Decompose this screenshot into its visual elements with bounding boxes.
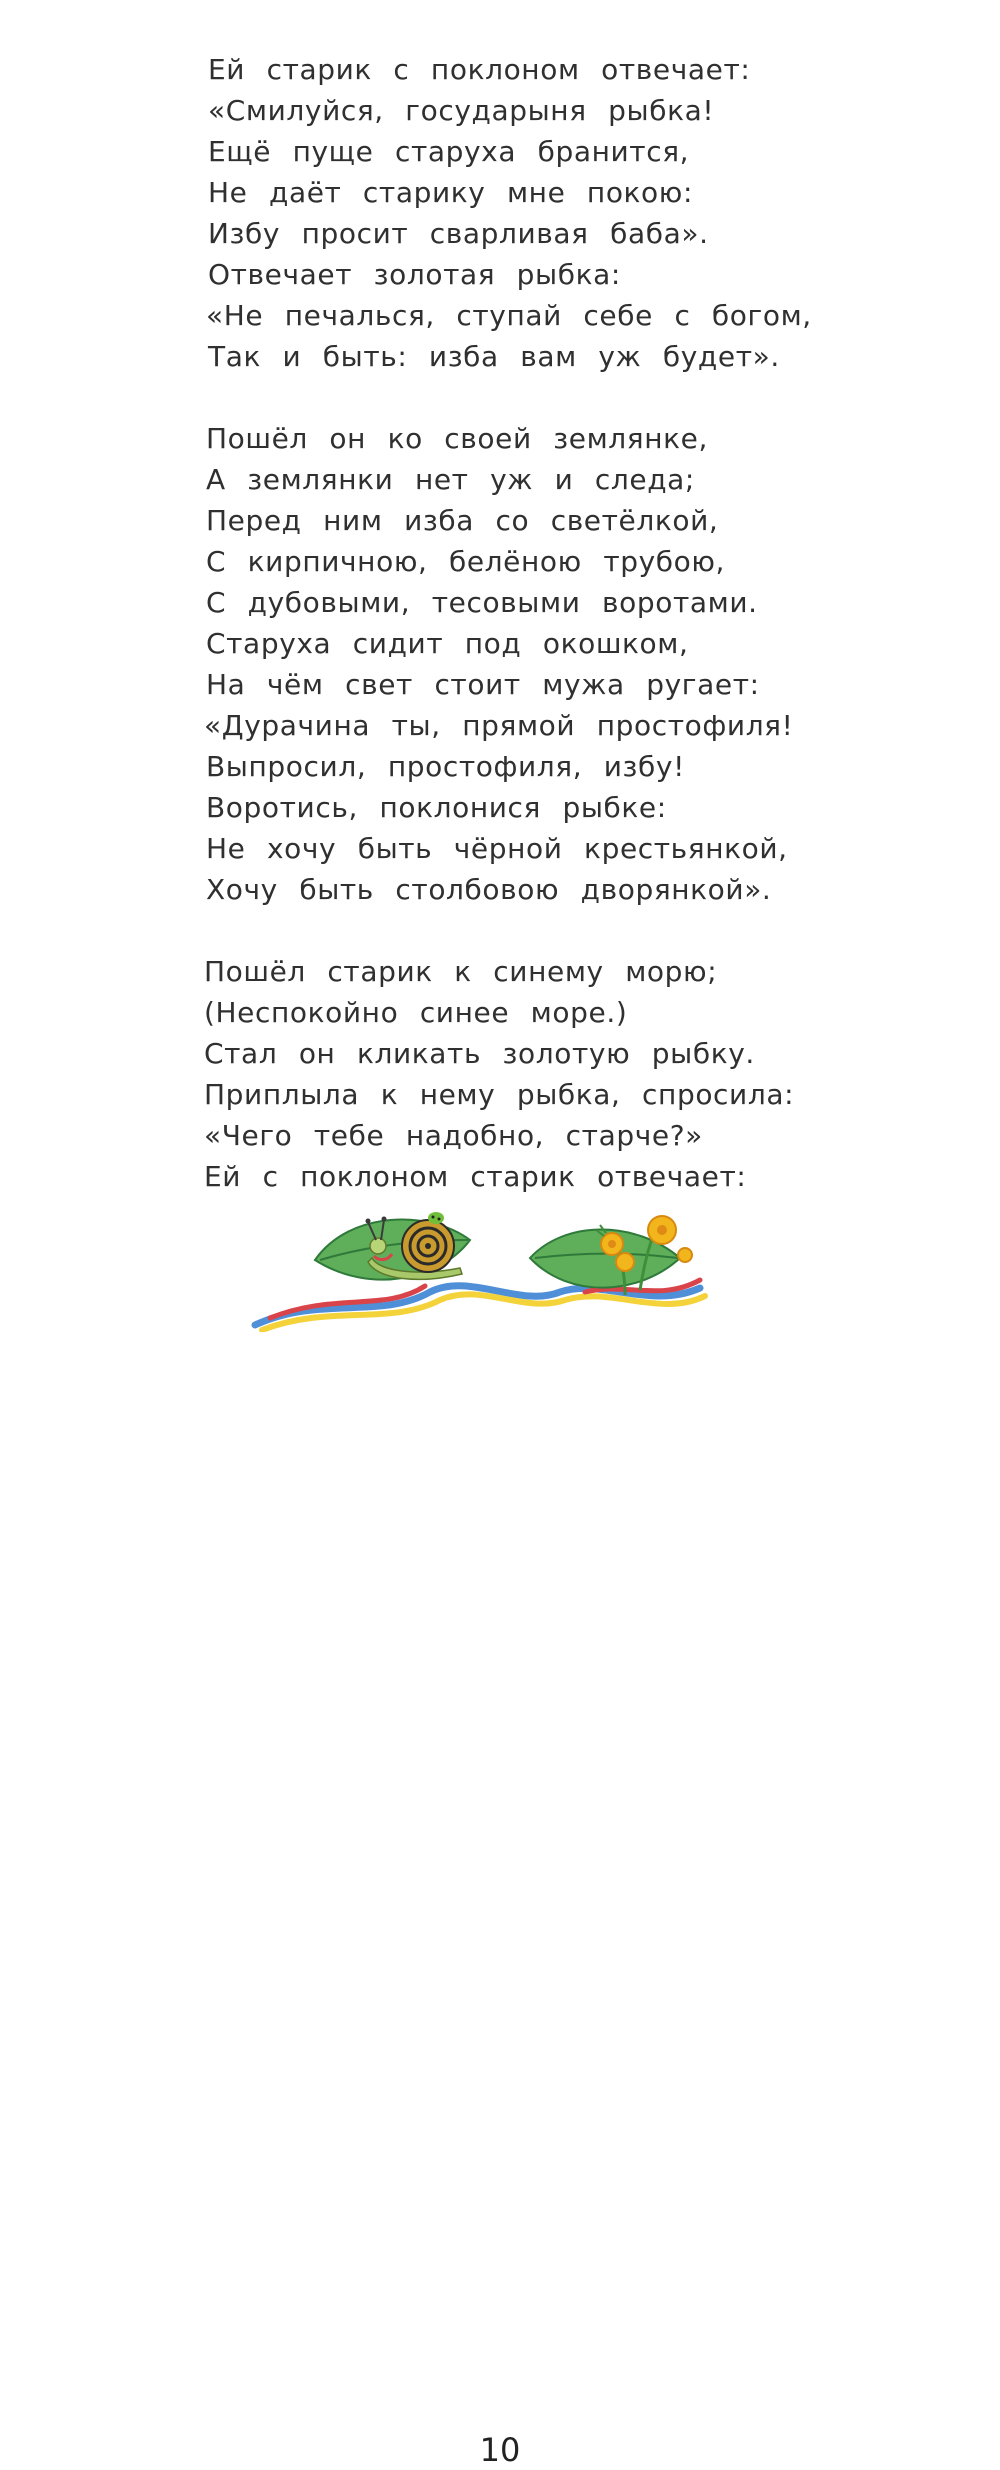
poem-line: Не хочу быть чёрной крестьянкой, (206, 832, 788, 865)
poem-line: Отвечает золотая рыбка: (208, 258, 621, 291)
poem-line: «Дурачина ты, прямой простофиля! (204, 709, 794, 742)
poem-line: На чём свет стоит мужа ругает: (206, 668, 760, 701)
poem-line: А землянки нет уж и следа; (206, 463, 695, 496)
poem-line: Хочу быть столбовою дворянкой». (206, 873, 772, 906)
poem-line: Так и быть: изба вам уж будет». (208, 340, 780, 373)
poem-line: С кирпичною, белёною трубою, (206, 545, 726, 578)
ladybug-icon (428, 1212, 444, 1224)
poem-line: Воротись, поклонися рыбке: (206, 791, 667, 824)
poem-line: Выпросил, простофиля, избу! (206, 750, 685, 783)
footer-decoration (0, 1200, 1000, 2469)
poem-line: Пошёл старик к синему морю; (204, 955, 718, 988)
poem-line: Избу просит сварливая баба». (208, 217, 709, 250)
poem-line: С дубовыми, тесовыми воротами. (206, 586, 758, 619)
poem-line: Пошёл он ко своей землянке, (206, 422, 708, 455)
poem-line: Стал он кликать золотую рыбку. (204, 1037, 755, 1070)
poem-line: «Смилуйся, государыня рыбка! (208, 94, 715, 127)
poem-line: «Чего тебе надобно, старче?» (204, 1119, 703, 1152)
footer-illustration (0, 1200, 1000, 1332)
poem-line: Перед ним изба со светёлкой, (206, 504, 719, 537)
poem-line: Старуха сидит под окошком, (206, 627, 689, 660)
poem-line: Приплыла к нему рыбка, спросила: (204, 1078, 795, 1111)
ribbon-icon (255, 1280, 705, 1330)
poem-line: Не даёт старику мне покою: (208, 176, 693, 209)
poem-line: (Неспокойно синее море.) (204, 996, 628, 1029)
poem-line: Ей с поклоном старик отвечает: (204, 1160, 747, 1193)
page-number: 10 (479, 2431, 521, 2469)
poem-line: «Не печалься, ступай себе с богом, (206, 299, 812, 332)
poem-line: Ещё пуще старуха бранится, (208, 135, 690, 168)
poem-line: Ей старик с поклоном отвечает: (208, 53, 751, 86)
